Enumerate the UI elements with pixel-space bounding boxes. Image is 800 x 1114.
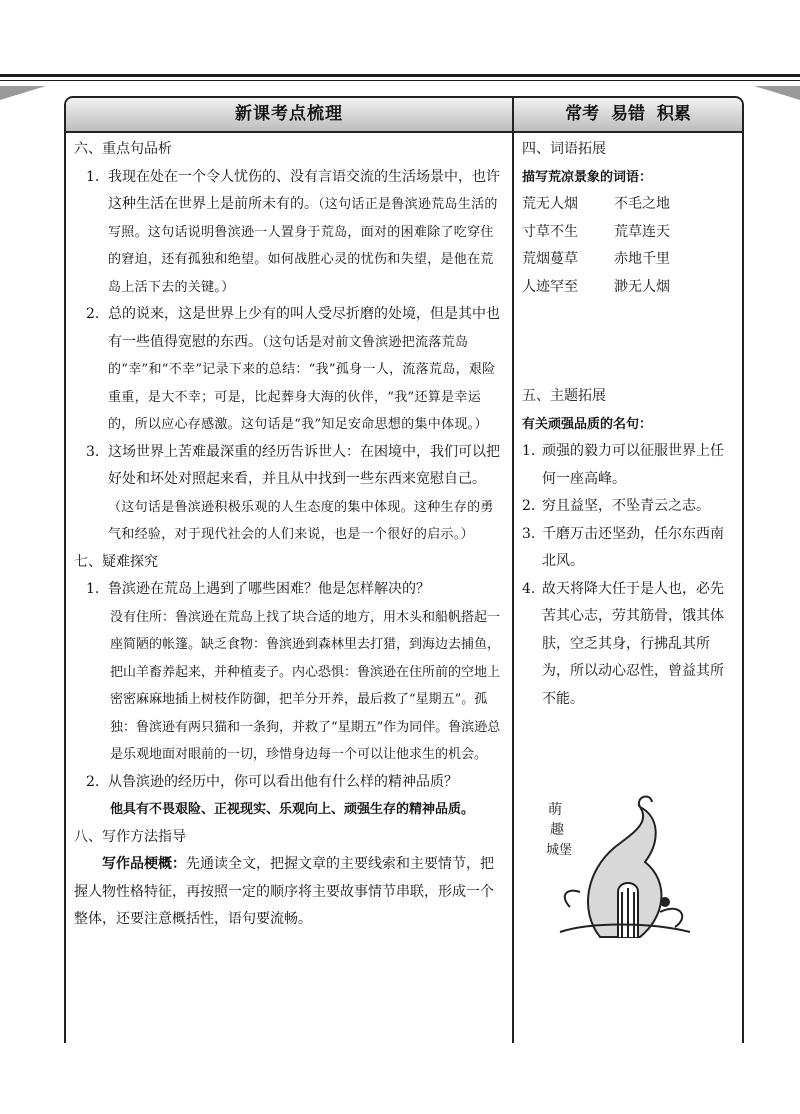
sentence-item-1 (74, 164, 506, 302)
writing-guide (74, 851, 506, 934)
quote-number: 4. (522, 580, 536, 597)
section-6-title: 六、重点句品析 (74, 141, 172, 157)
quote-item-3 (522, 521, 736, 576)
sentence-text: 这场世界上苦难最深重的经历告诉世人：在困境中，我们可以把好处和坏处对照起来看，并且从中找到一些东西来宽慰自己。 (108, 443, 500, 487)
quote-item-4 (522, 576, 736, 714)
sentence-text: 我现在处在一个令人忧伤的、没有言语交流的生活场景中，也许这种生活在世界上是前所未有的。 (108, 168, 500, 212)
section-4-subtitle: 描写荒凉景象的词语： (522, 169, 653, 185)
quote-number: 2. (522, 498, 536, 514)
word-item: 荒草连天 (614, 223, 670, 240)
corner-decoration-left (0, 86, 46, 100)
quote-text: 穷且益坚，不坠青云之志。 (542, 498, 710, 514)
section-8-title: 八、写作方法指导 (74, 828, 186, 845)
word-item: 渺无人烟 (614, 278, 670, 295)
column-divider (512, 98, 514, 1043)
sentence-item-3 (74, 439, 506, 549)
top-rule-thick (0, 74, 800, 77)
item-body (108, 301, 506, 439)
decorative-illustration (540, 792, 700, 942)
corner-decoration-right (754, 86, 800, 100)
quote-item-1 (522, 438, 736, 493)
answer-2: 他具有不畏艰险、正视现实、乐观向上、顽强生存的精神品质。 (110, 802, 475, 817)
quote-text: 千磨万击还坚劲，任尔东西南北风。 (542, 525, 724, 569)
sentence-text: 总的说来，这是世界上少有的叫人受尽折磨的处境，但是其中也有一些值得宽慰的东西。 (108, 306, 500, 350)
section-7-title: 七、疑难探究 (74, 553, 158, 570)
word-item: 赤地千里 (614, 251, 670, 267)
item-body (108, 439, 506, 549)
sentence-note: （这句话是鲁滨逊积极乐观的人生态度的集中体现。这种生存的勇气和经验，对于现代社会的人们来说，也是一个很好的启示。） (108, 499, 494, 542)
item-number: 3. (86, 443, 100, 460)
item-number: 1. (86, 168, 100, 185)
sentence-note: （这句话正是鲁滨逊荒岛生活的写照。这句话说明鲁滨逊一人置身于荒岛，面对的困难除了吃穿住的窘迫，还有孤独和绝望。如何战胜心灵的忧伤和失望，是他在荒岛上活下去的关键。） (108, 197, 498, 295)
quote-text: 顽强的毅力可以征服世界上任何一座高峰。 (542, 443, 724, 487)
section-4-title: 四、词语拓展 (522, 141, 606, 157)
quote-number: 1. (522, 443, 536, 459)
answer-1: 没有住所：鲁滨逊在荒岛上找了块合适的地方，用木头和船帆搭起一座简陋的帐篷。缺乏食物：鲁滨逊到森林里去打猎，到海边去捕鱼，把山羊畜养起来，并种植麦子。内心恐惧：鲁滨逊在住所前的空地上密密麻麻地插上树枝作防御，把羊分开养，最后救了“星期五”。孤独：鲁滨逊有两只猫和一条狗，并救了“星期五”作为同伴。鲁滨逊总是乐观地面对眼前的一切，珍惜身边每一个可以让他求生的机会。 (110, 609, 501, 762)
quote-text: 故天将降大任于是人也，必先苦其心志，劳其筋骨，饿其体肤，空乏其身，行拂乱其所为，所以动心忍性，曾益其所不能。 (542, 580, 724, 707)
header-left-title: 新课考点梳理 (235, 104, 343, 124)
svg-text:趣: 趣 (550, 822, 564, 838)
quote-number: 3. (522, 525, 536, 542)
section-5-title: 五、主题拓展 (522, 388, 606, 404)
sentence-note: （这句话是对前文鲁滨逊把流落荒岛的“幸”和“不幸”记录下来的总结：“我”孤身一人，流落荒岛，艰险重重，是大不幸；可是，比起葬身大海的伙伴，“我”还算是幸运的，所以应心存感激。这句话是“我”知足安命思想的集中体现。） (108, 334, 496, 432)
item-body (108, 164, 506, 302)
word-item: 人迹罕至 (522, 278, 578, 295)
table-header (66, 98, 742, 133)
svg-text:萌: 萌 (548, 802, 562, 818)
question-1 (74, 576, 506, 604)
writing-guide-lead: 写作品梗概： (102, 856, 186, 872)
svg-text:城堡: 城堡 (546, 843, 573, 858)
word-list (522, 191, 736, 301)
item-number: 2. (86, 306, 100, 322)
left-column (74, 136, 506, 934)
top-rule-thin (0, 80, 800, 81)
question-text: 鲁滨逊在荒岛上遇到了哪些困难？他是怎样解决的？ (108, 581, 430, 597)
word-item: 不毛之地 (614, 196, 670, 212)
word-item: 荒烟蔓草 (522, 251, 578, 267)
question-number: 1. (86, 581, 100, 597)
quote-item-2 (522, 493, 736, 521)
header-right-title: 常考 易错 积累 (565, 104, 691, 124)
writing-guide-text: 先通读全文，把握文章的主要线索和主要情节，把握人物性格特征，再按照一定的顺序将主要故事情节串联，形成一个整体，还要注意概括性，语句要流畅。 (74, 856, 494, 927)
question-2 (74, 769, 506, 797)
word-item: 荒无人烟 (522, 196, 578, 212)
question-number: 2. (86, 773, 100, 790)
section-5-subtitle: 有关顽强品质的名句： (522, 416, 653, 432)
question-text: 从鲁滨逊的经历中，你可以看出他有什么样的精神品质？ (108, 773, 458, 790)
word-item: 寸草不生 (522, 223, 578, 240)
sentence-item-2 (74, 301, 506, 439)
right-column (522, 136, 736, 713)
